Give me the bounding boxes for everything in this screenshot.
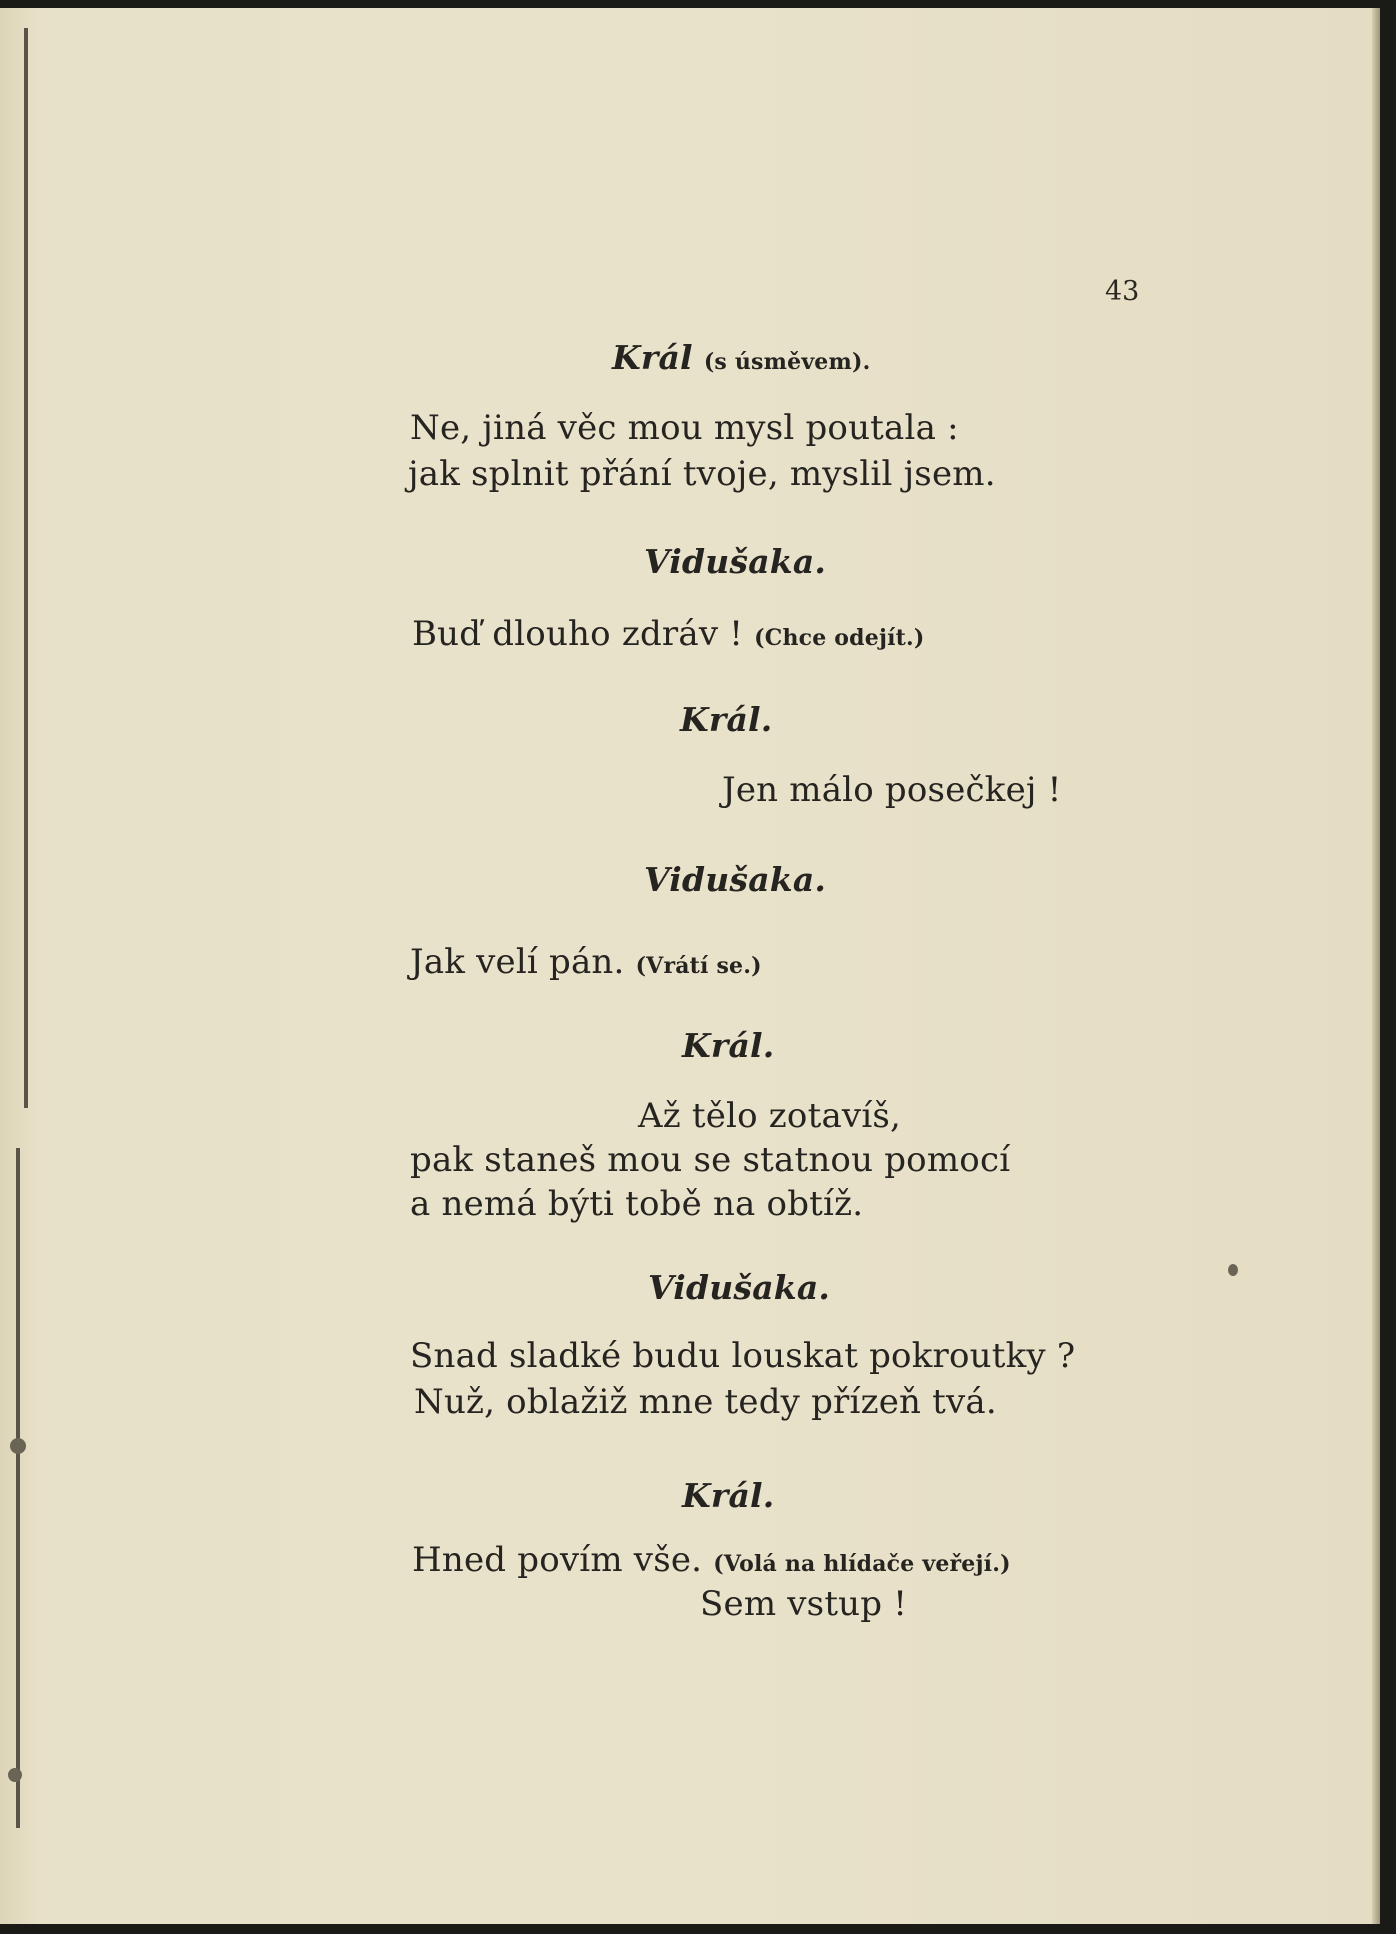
speaker-name: Vidušaka. <box>644 860 827 899</box>
page-edge-shadow <box>1372 8 1380 1924</box>
speaker-name: Král <box>612 338 693 377</box>
speaker-name: Vidušaka. <box>648 1268 831 1307</box>
verse-line: Až tělo zotavíš, <box>638 1096 902 1136</box>
stage-direction: (s úsměvem). <box>703 349 871 375</box>
verse-line <box>410 942 762 982</box>
page-number: 43 <box>1105 276 1140 307</box>
verse-line: Jen málo posečkej ! <box>722 770 1062 810</box>
verse-text: Buď dlouho zdráv ! <box>412 614 744 654</box>
verse-line: Ne, jiná věc mou mysl poutala : <box>410 408 959 448</box>
speaker-line <box>612 338 870 378</box>
verse-line <box>412 1540 1011 1580</box>
speaker-name: Vidušaka. <box>644 542 827 581</box>
paper-speck <box>8 1768 22 1782</box>
verse-line <box>412 614 925 654</box>
gutter-edge <box>24 28 28 1108</box>
verse-line: a nemá býti tobě na obtíž. <box>410 1184 864 1224</box>
speaker-name: Král. <box>682 1476 775 1515</box>
stage-direction: (Vrátí se.) <box>635 953 762 979</box>
stage-direction: (Volá na hlídače veřejí.) <box>713 1551 1011 1577</box>
verse-line: Nuž, oblažiž mne tedy přízeň tvá. <box>414 1382 997 1422</box>
verse-text: Hned povím vše. <box>412 1540 703 1580</box>
verse-line: Sem vstup ! <box>700 1584 908 1624</box>
verse-line: Snad sladké budu louskat pokroutky ? <box>410 1336 1076 1376</box>
gutter-edge-lower <box>16 1148 20 1828</box>
verse-line: pak staneš mou se statnou pomocí <box>410 1140 1011 1180</box>
paper-speck <box>10 1438 26 1454</box>
speaker-name: Král. <box>682 1026 775 1065</box>
verse-text: Jak velí pán. <box>410 942 625 982</box>
stage-direction: (Chce odejít.) <box>754 625 925 651</box>
paper-speck <box>1228 1264 1238 1276</box>
speaker-name: Král. <box>680 700 773 739</box>
book-page <box>0 8 1380 1924</box>
verse-line: jak splnit přání tvoje, myslil jsem. <box>408 454 996 494</box>
